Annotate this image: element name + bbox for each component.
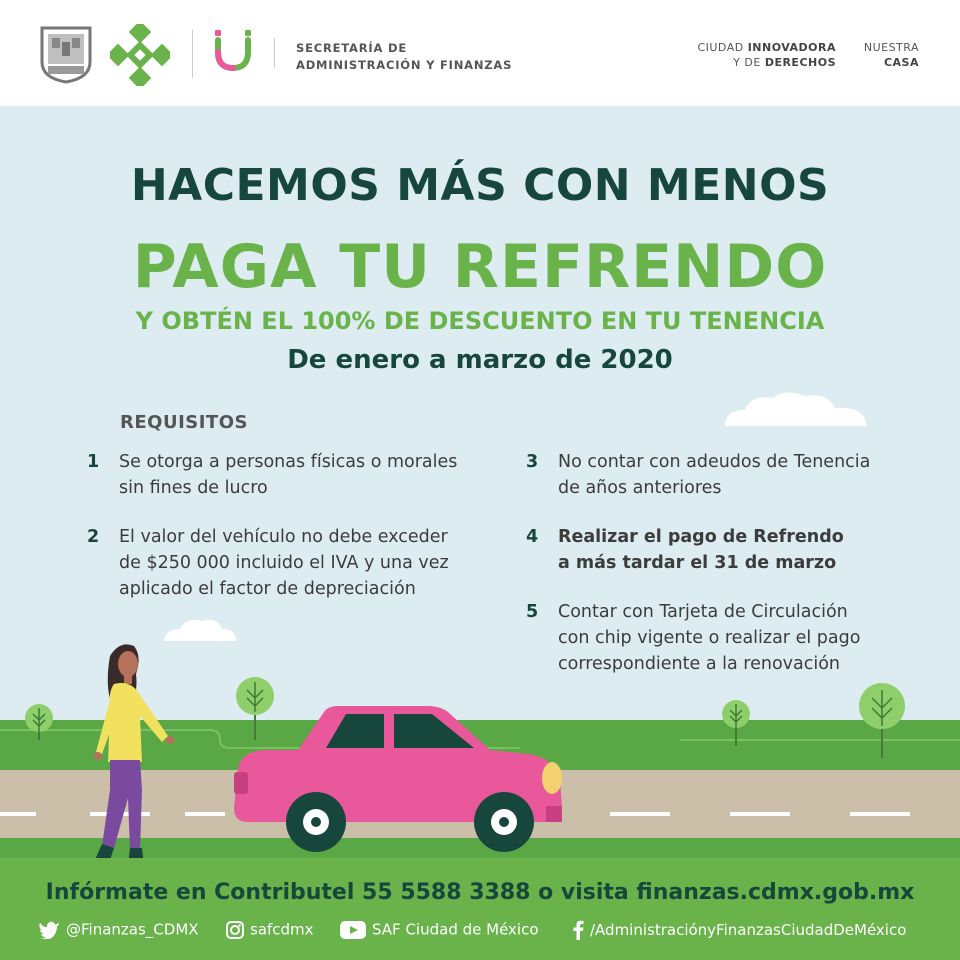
requisito-item: [526, 449, 871, 501]
requisitos-title: REQUISITOS: [120, 412, 248, 433]
requisito-line: El valor del vehículo no debe exceder: [119, 527, 448, 547]
car-illustration: [228, 698, 568, 858]
instagram-link[interactable]: [226, 920, 314, 939]
youtube-link[interactable]: [340, 920, 539, 939]
requisito-line: No contar con adeudos de Tenencia: [558, 452, 871, 472]
woman-illustration: [80, 640, 190, 872]
cloud-icon: [160, 615, 240, 643]
info-contributel: Infórmate en Contributel 55 5588 3388 o visita finanzas.cdmx.gob.mx: [45, 880, 915, 905]
requisito-line: sin fines de lucro: [119, 478, 268, 498]
u-logo-icon: [212, 30, 254, 76]
headline-fecha: De enero a marzo de 2020: [287, 345, 673, 375]
requisito-item: [526, 524, 844, 576]
twitter-link[interactable]: [38, 920, 199, 939]
headline-paga-refrendo: PAGA TU REFRENDO: [132, 232, 828, 302]
cdmx-x-logo-icon: [110, 24, 170, 86]
cloud-icon: [715, 388, 875, 428]
requisito-number: 5: [526, 602, 539, 622]
ciudad-innovadora-label: CIUDAD INNOVADORA Y DE DERECHOS: [697, 41, 836, 69]
youtube-channel: SAF Ciudad de México: [372, 920, 539, 939]
requisito-number: 1: [87, 452, 100, 472]
requisito-line: Contar con Tarjeta de Circulación: [558, 602, 848, 622]
requisito-line: aplicado el factor de depreciación: [119, 579, 416, 599]
header: [0, 0, 960, 106]
secretaria-label: SECRETARÍA DE ADMINISTRACIÓN Y FINANZAS: [296, 41, 513, 72]
header-divider: [192, 30, 193, 78]
requisito-number: 3: [526, 452, 539, 472]
requisito-number: 4: [526, 527, 539, 547]
requisito-line: Se otorga a personas físicas o morales: [119, 452, 458, 472]
requisito-line: correspondiente a la renovación: [558, 654, 841, 674]
youtube-icon: [340, 921, 366, 939]
facebook-page: /AdministraciónyFinanzasCiudadDeMéxico: [590, 921, 907, 939]
headline-descuento: Y OBTÉN EL 100% DE DESCUENTO EN TU TENENCIA: [135, 307, 825, 335]
twitter-handle: @Finanzas_CDMX: [66, 920, 199, 939]
header-divider-2: [274, 38, 275, 68]
requisito-line: Realizar el pago de Refrendo: [558, 527, 844, 547]
headline-hacemos: HACEMOS MÁS CON MENOS: [130, 160, 830, 211]
social-links: [38, 920, 938, 950]
cdmx-shield-icon: [40, 26, 92, 84]
facebook-icon: [572, 920, 584, 940]
requisito-item: [87, 449, 458, 501]
twitter-icon: [38, 921, 60, 939]
nuestra-casa-label: NUESTRA CASA: [863, 41, 919, 69]
requisito-number: 2: [87, 527, 100, 547]
instagram-handle: safcdmx: [250, 920, 314, 939]
facebook-link[interactable]: [572, 920, 906, 940]
requisito-line: a más tardar el 31 de marzo: [558, 553, 837, 573]
requisito-item: [87, 524, 449, 602]
instagram-icon: [226, 921, 244, 939]
requisito-line: de años anteriores: [558, 478, 722, 498]
requisito-line: con chip vigente o realizar el pago: [558, 628, 861, 648]
requisito-line: de $250 000 incluido el IVA y una vez: [119, 553, 449, 573]
